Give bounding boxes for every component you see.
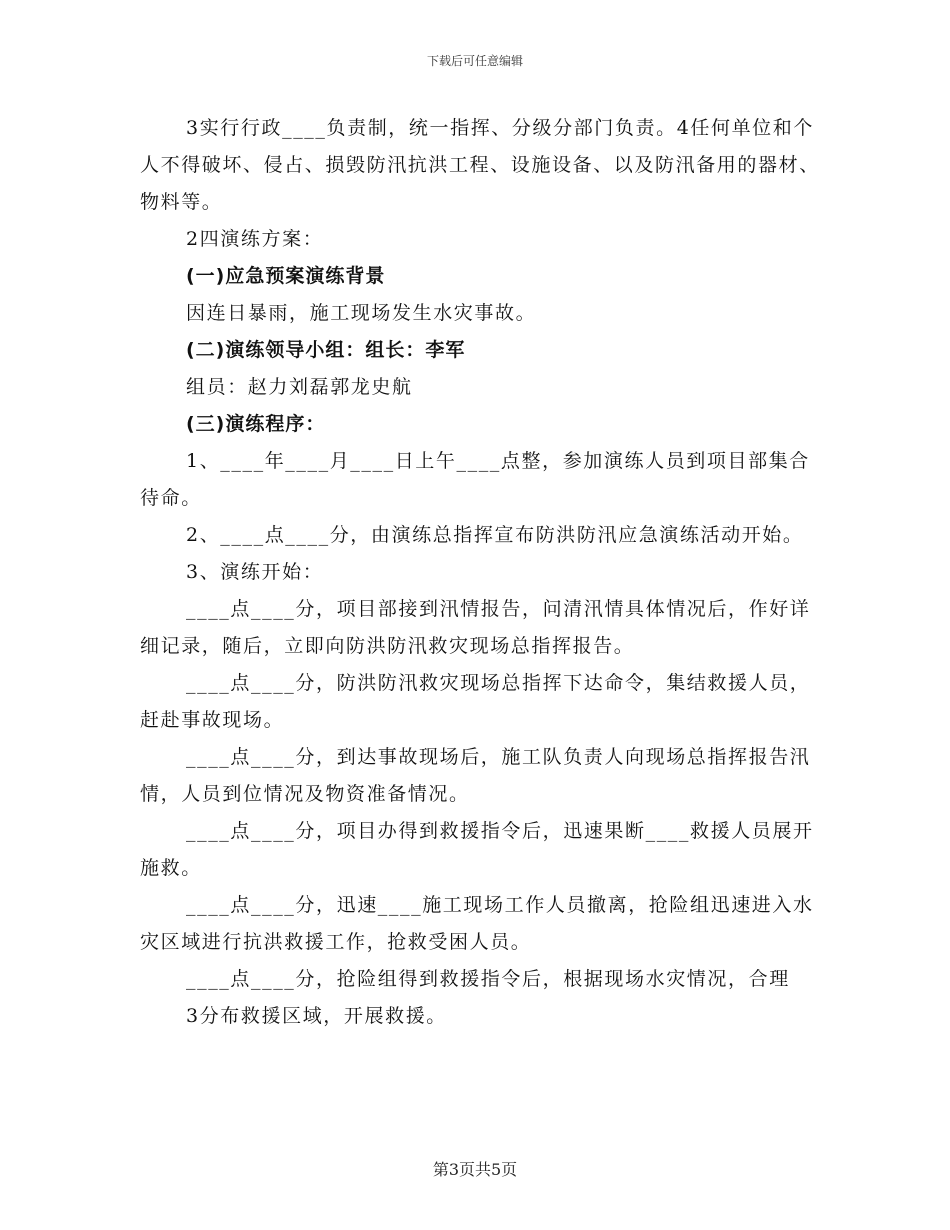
paragraph: ____点____分，到达事故现场后，施工队负责人向现场总指挥报告汛情，人员到位情况及物资准备情况。: [140, 746, 811, 805]
paragraph: 2四演练方案：: [186, 228, 324, 250]
paragraph: 因连日暴雨，施工现场发生水灾事故。: [186, 302, 537, 324]
paragraph: ____点____分，防洪防汛救灾现场总指挥下达命令，集结救援人员，赶赴事故现场。: [140, 672, 811, 731]
paragraph: 3、演练开始：: [186, 561, 324, 583]
paragraph: 2、____点____分，由演练总指挥宣布防洪防汛应急演练活动开始。: [186, 524, 804, 546]
paragraph: ____点____分，项目办得到救援指令后，迅速果断____救援人员展开施救。: [140, 820, 814, 879]
section-heading: (二)演练领导小组：组长：李军: [186, 339, 466, 361]
paragraph: 3实行行政____负责制，统一指挥、分级分部门负责。4任何单位和个人不得破坏、侵占、损毁防汛抗洪工程、设施设备、以及防汛备用的器材、物料等。: [140, 117, 820, 213]
paragraph: ____点____分，项目部接到汛情报告，问清汛情具体情况后，作好详细记录，随后，立即向防洪防汛救灾现场总指挥报告。: [140, 598, 811, 657]
section-heading: (一)应急预案演练背景: [186, 265, 386, 287]
paragraph: 组员：赵力刘磊郭龙史航: [186, 376, 413, 398]
paragraph: 3分布救援区域，开展救援。: [186, 1005, 447, 1027]
document-body: [140, 110, 820, 1035]
paragraph: 1、____年____月____日上午____点整，参加演练人员到项目部集合待命。: [140, 450, 810, 509]
paragraph: ____点____分，迅速____施工现场工作人员撤离，抢险组迅速进入水灾区域进行抗洪救援工作，抢救受困人员。: [140, 894, 814, 953]
page-footer: 第3页共5页: [432, 1160, 518, 1179]
section-heading: (三)演练程序：: [186, 413, 326, 435]
page-header: 下载后可任意编辑: [426, 54, 523, 68]
paragraph: ____点____分，抢险组得到救援指令后，根据现场水灾情况，合理: [186, 968, 790, 990]
